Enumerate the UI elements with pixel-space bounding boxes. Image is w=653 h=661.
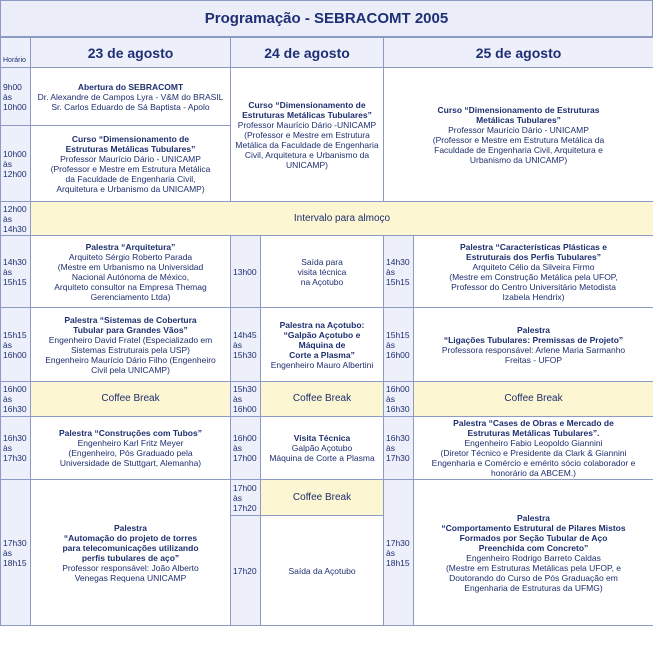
session-body: Dr. Alexandre de Campos Lyra - V&M do BRASIL Sr. Carlos Eduardo de Sá Baptista - Apolo [37, 91, 224, 112]
session-body: Engenheiro Fabio Leopoldo Giannini (Diretor Técnico e Presidente da Clark & Giannini Engenharia e Comércio e emérito sócio colaborador e honorário da ABCEM.) [431, 438, 636, 478]
time-cell: 15h15 às 16h00 [384, 308, 414, 382]
day-header-24: 24 de agosto [231, 38, 384, 68]
session-curso-23 [31, 126, 231, 202]
time-cell: 12h00 às 14h30 [1, 202, 31, 236]
coffee-break: Coffee Break [261, 382, 384, 417]
coffee-break: Coffee Break [261, 480, 384, 516]
day-header-23: 23 de agosto [31, 38, 231, 68]
session-title: Abertura do SEBRACOMT [77, 81, 184, 92]
session-ligacoes [414, 308, 653, 382]
coffee-break: Coffee Break [414, 382, 653, 417]
session-body: Galpão Açotubo Máquina de Corte a Plasma [269, 443, 375, 463]
session-title: Curso “Dimensionamento de Estruturas Metálicas Tubulares” [437, 104, 600, 125]
time-cell: 16h30 às 17h30 [384, 417, 414, 480]
session-title: Visita Técnica [293, 433, 351, 443]
session-title: Palestra “Arquitetura” [85, 241, 176, 252]
time-cell: 15h30 às 16h00 [231, 382, 261, 417]
session-title: Palestra “Cases de Obras e Mercado de Estruturas Metálicas Tubulares”. [453, 418, 614, 438]
session-body: Arquiteto Célio da Silveira Firmo (Mestre em Construção Metálica pela UFOP, Professor do Centro Universitário Metodista Izabela Hendrix) [449, 261, 618, 302]
horario-header: Horário [1, 38, 31, 68]
time-cell: 16h00 às 16h30 [1, 382, 31, 417]
time-cell: 17h00 às 17h20 [231, 480, 261, 516]
time-cell: 13h00 [231, 236, 261, 308]
day-header-25: 25 de agosto [384, 38, 653, 68]
time-cell: 16h00 às 17h00 [231, 417, 261, 480]
session-caracteristicas [414, 236, 653, 308]
session-comportamento [414, 480, 653, 626]
session-body: Professora responsável: Arlene Maria Sarmanho Freitas - UFOP [441, 344, 626, 365]
time-cell: 14h30 às 15h15 [384, 236, 414, 308]
session-curso-25 [384, 68, 653, 202]
session-title: Palestra “Sistemas de Cobertura Tubular para Grandes Vãos” [64, 314, 197, 335]
time-cell: 16h00 às 16h30 [384, 382, 414, 417]
session-abertura [31, 68, 231, 126]
session-title: Curso “Dimensionamento de Estruturas Metálicas Tubulares” [65, 133, 196, 154]
time-cell: 17h20 [231, 516, 261, 626]
time-cell: 14h45 às 15h30 [231, 308, 261, 382]
session-automacao [31, 480, 231, 626]
session-cases [414, 417, 653, 480]
session-body: Professor Maurício Dário - UNICAMP (Professor e Mestre em Estrutura Metálica da Faculdade de Engenharia Civil, Arquitetura e Urbanismo da UNICAMP) [50, 153, 211, 194]
session-curso-24 [231, 68, 384, 202]
time-cell: 15h15 às 16h00 [1, 308, 31, 382]
session-body: Professor Maurício Dário - UNICAMP (Professor e Mestre em Estrutura Metálica da Faculdade de Engenharia Civil, Arquitetura e Urbanismo da UNICAMP) [432, 124, 605, 165]
session-title: Palestra “Características Plásticas e Estruturais dos Perfis Tubulares” [460, 241, 607, 262]
session-title: Palestra na Açotubo: “Galpão Açotubo e Máquina de Corte a Plasma” [279, 319, 365, 360]
session-visita [261, 417, 384, 480]
coffee-break: Coffee Break [31, 382, 231, 417]
session-body: Engenheiro Karl Fritz Meyer (Engenheiro, Pós Graduado pela Universidade de Stuttgart, Alemanha) [59, 438, 202, 468]
session-title: Palestra “Automação do projeto de torres para telecomunicações utilizando perfis tubulares de aço” [62, 522, 199, 563]
time-cell: 10h00 às 12h00 [1, 126, 31, 202]
time-cell: 17h30 às 18h15 [1, 480, 31, 626]
session-body: Engenheiro Mauro Albertini [270, 359, 374, 370]
session-body: Engenheiro Rodrigo Barreto Caldas (Mestre em Estruturas Metálicas pela UFOP, e Doutorando do Curso de Pós Graduação em Engenharia de Estruturas da UFMG) [445, 552, 622, 593]
page-title: Programação - SEBRACOMT 2005 [0, 0, 653, 37]
session-galpao [261, 308, 384, 382]
schedule-table [0, 37, 653, 626]
session-body: Arquiteto Sérgio Roberto Parada (Mestre em Urbanismo na Universidad Nacional Autónoma de México, Arquiteto consultor na Empresa Themag Gerenciamento Ltda) [54, 251, 207, 302]
time-cell: 9h00 às 10h00 [1, 68, 31, 126]
session-body: Engenheiro David Fratel (Especializado em Sistemas Estruturais pela USP) Engenheiro Maurício Dário Filho (Engenheiro Civil pela UNICAMP) [45, 334, 216, 375]
session-arquitetura [31, 236, 231, 308]
session-title: Palestra “Construções com Tubos” [59, 428, 202, 438]
time-cell: 14h30 às 15h15 [1, 236, 31, 308]
session-sistemas [31, 308, 231, 382]
session-saida: Saída para visita técnica na Açotubo [261, 236, 384, 308]
session-body: Professor responsável: João Alberto Venegas Requena UNICAMP [62, 562, 199, 583]
lunch-break: Intervalo para almoço [31, 202, 653, 236]
session-title: Palestra “Comportamento Estrutural de Pilares Mistos Formados por Seção Tubular de Aço Preenchida com Concreto” [441, 512, 626, 553]
session-title: Curso “Dimensionamento de Estruturas Metálicas Tubulares” [242, 99, 372, 120]
session-construcoes [31, 417, 231, 480]
session-body: Professor Maurício Dário -UNICAMP (Professor e Mestre em Estrutura Metálica da Faculdade de Engenharia Civil, Arquitetura e Urbanismo da UNICAMP) [235, 119, 379, 170]
session-title: Palestra “Ligações Tubulares: Premissas de Projeto” [443, 324, 624, 345]
time-cell: 16h30 às 17h30 [1, 417, 31, 480]
session-saida-acotubo: Saída da Açotubo [261, 516, 384, 626]
time-cell: 17h30 às 18h15 [384, 480, 414, 626]
